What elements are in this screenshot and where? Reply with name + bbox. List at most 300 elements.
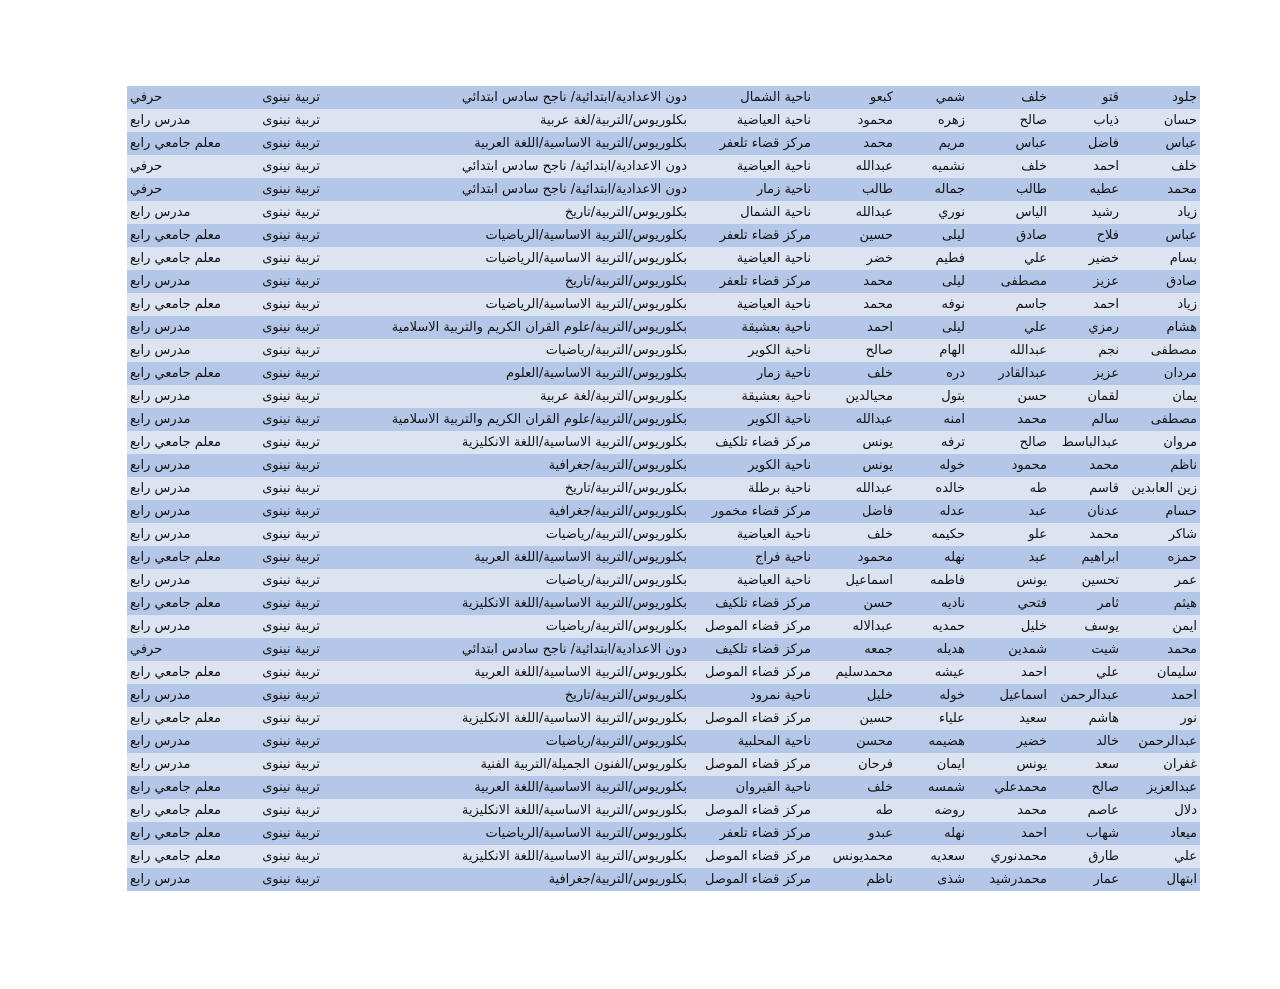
mother-name-cell: عدله	[896, 500, 968, 523]
first-name-cell: صادق	[1122, 270, 1200, 293]
qualification-cell: بكلوريوس/التربية الاساسية/اللغة الانكليزية	[323, 431, 690, 454]
location-cell: مركز قضاء الموصل	[690, 707, 814, 730]
grandfather-name-cell: محمد	[968, 799, 1050, 822]
grandfather-name-cell: الياس	[968, 201, 1050, 224]
qualification-cell: بكلوريوس/التربية الاساسية/اللغة الانكليزية	[323, 845, 690, 868]
table-row	[127, 201, 1200, 224]
table-row	[127, 132, 1200, 155]
mother-name-cell: جماله	[896, 178, 968, 201]
directorate-cell: تربية نينوى	[253, 730, 323, 753]
grandfather-name-cell: محمدنوري	[968, 845, 1050, 868]
qualification-cell: بكلوريوس/التربية/علوم القران الكريم والتربية الاسلامية	[323, 316, 690, 339]
first-name-cell: هشام	[1122, 316, 1200, 339]
directorate-cell: تربية نينوى	[253, 684, 323, 707]
table-row	[127, 799, 1200, 822]
first-name-cell: زين العابدين	[1122, 477, 1200, 500]
job-title-cell: حرفي	[127, 155, 253, 178]
job-title-cell: مدرس رابع	[127, 201, 253, 224]
mother-name-cell: شمسه	[896, 776, 968, 799]
table-row	[127, 822, 1200, 845]
first-name-cell: حسام	[1122, 500, 1200, 523]
first-name-cell: مصطفى	[1122, 339, 1200, 362]
first-name-cell: زياد	[1122, 201, 1200, 224]
mother-name-cell: عيشه	[896, 661, 968, 684]
location-cell: ناحية المحلبية	[690, 730, 814, 753]
table-row	[127, 707, 1200, 730]
table-row	[127, 293, 1200, 316]
location-cell: ناحية العياضية	[690, 155, 814, 178]
qualification-cell: بكلوريوس/التربية/تاريخ	[323, 201, 690, 224]
mother-father-name-cell: عبدالله	[814, 408, 896, 431]
directorate-cell: تربية نينوى	[253, 661, 323, 684]
father-name-cell: عمار	[1050, 868, 1122, 891]
table-row	[127, 178, 1200, 201]
mother-father-name-cell: ناظم	[814, 868, 896, 891]
job-title-cell: مدرس رابع	[127, 730, 253, 753]
grandfather-name-cell: يونس	[968, 753, 1050, 776]
directorate-cell: تربية نينوى	[253, 316, 323, 339]
mother-father-name-cell: خلف	[814, 523, 896, 546]
grandfather-name-cell: عبد	[968, 546, 1050, 569]
grandfather-name-cell: محمدرشيد	[968, 868, 1050, 891]
job-title-cell: معلم جامعي رابع	[127, 293, 253, 316]
mother-name-cell: سعديه	[896, 845, 968, 868]
mother-father-name-cell: حسين	[814, 224, 896, 247]
grandfather-name-cell: طالب	[968, 178, 1050, 201]
mother-father-name-cell: خلف	[814, 776, 896, 799]
mother-father-name-cell: عبدالله	[814, 201, 896, 224]
qualification-cell: بكلوريوس/التربية/تاريخ	[323, 270, 690, 293]
location-cell: ناحية العياضية	[690, 293, 814, 316]
table-row	[127, 730, 1200, 753]
mother-name-cell: خوله	[896, 684, 968, 707]
mother-father-name-cell: خضر	[814, 247, 896, 270]
mother-name-cell: نوفه	[896, 293, 968, 316]
grandfather-name-cell: فتحي	[968, 592, 1050, 615]
father-name-cell: عزيز	[1050, 270, 1122, 293]
first-name-cell: دلال	[1122, 799, 1200, 822]
first-name-cell: غفران	[1122, 753, 1200, 776]
mother-name-cell: نوري	[896, 201, 968, 224]
qualification-cell: بكلوريوس/التربية الاساسية/اللغة العربية	[323, 546, 690, 569]
job-title-cell: مدرس رابع	[127, 615, 253, 638]
mother-name-cell: حمديه	[896, 615, 968, 638]
job-title-cell: معلم جامعي رابع	[127, 362, 253, 385]
father-name-cell: رشيد	[1050, 201, 1122, 224]
job-title-cell: مدرس رابع	[127, 339, 253, 362]
grandfather-name-cell: صالح	[968, 431, 1050, 454]
mother-name-cell: خالده	[896, 477, 968, 500]
father-name-cell: خضير	[1050, 247, 1122, 270]
table-row	[127, 362, 1200, 385]
directorate-cell: تربية نينوى	[253, 178, 323, 201]
directorate-cell: تربية نينوى	[253, 431, 323, 454]
grandfather-name-cell: احمد	[968, 661, 1050, 684]
grandfather-name-cell: محمد	[968, 408, 1050, 431]
location-cell: ناحية بعشيقة	[690, 316, 814, 339]
directorate-cell: تربية نينوى	[253, 247, 323, 270]
father-name-cell: عاصم	[1050, 799, 1122, 822]
table-row	[127, 592, 1200, 615]
qualification-cell: بكلوريوس/التربية الاساسية/العلوم	[323, 362, 690, 385]
first-name-cell: زياد	[1122, 293, 1200, 316]
first-name-cell: احمد	[1122, 684, 1200, 707]
first-name-cell: عباس	[1122, 224, 1200, 247]
mother-name-cell: هضيمه	[896, 730, 968, 753]
father-name-cell: لقمان	[1050, 385, 1122, 408]
father-name-cell: يوسف	[1050, 615, 1122, 638]
directorate-cell: تربية نينوى	[253, 707, 323, 730]
first-name-cell: بسام	[1122, 247, 1200, 270]
mother-father-name-cell: محمد	[814, 293, 896, 316]
job-title-cell: مدرس رابع	[127, 109, 253, 132]
mother-father-name-cell: محيالدين	[814, 385, 896, 408]
mother-father-name-cell: عبدالله	[814, 477, 896, 500]
mother-father-name-cell: طه	[814, 799, 896, 822]
mother-father-name-cell: محمود	[814, 546, 896, 569]
mother-name-cell: دره	[896, 362, 968, 385]
father-name-cell: فاضل	[1050, 132, 1122, 155]
qualification-cell: بكلوريوس/التربية الاساسية/اللغة العربية	[323, 661, 690, 684]
mother-father-name-cell: صالح	[814, 339, 896, 362]
mother-father-name-cell: محمود	[814, 109, 896, 132]
grandfather-name-cell: خلف	[968, 86, 1050, 109]
table-row	[127, 638, 1200, 661]
job-title-cell: حرفي	[127, 178, 253, 201]
first-name-cell: حمزه	[1122, 546, 1200, 569]
mother-father-name-cell: خلف	[814, 362, 896, 385]
first-name-cell: مروان	[1122, 431, 1200, 454]
first-name-cell: جلود	[1122, 86, 1200, 109]
mother-father-name-cell: طالب	[814, 178, 896, 201]
directorate-cell: تربية نينوى	[253, 753, 323, 776]
first-name-cell: سليمان	[1122, 661, 1200, 684]
job-title-cell: معلم جامعي رابع	[127, 546, 253, 569]
mother-name-cell: نشميه	[896, 155, 968, 178]
job-title-cell: معلم جامعي رابع	[127, 592, 253, 615]
father-name-cell: ابراهيم	[1050, 546, 1122, 569]
grandfather-name-cell: طه	[968, 477, 1050, 500]
mother-name-cell: ليلى	[896, 270, 968, 293]
table-row	[127, 776, 1200, 799]
table-body	[127, 86, 1200, 891]
job-title-cell: مدرس رابع	[127, 477, 253, 500]
grandfather-name-cell: احمد	[968, 822, 1050, 845]
grandfather-name-cell: علي	[968, 316, 1050, 339]
qualification-cell: بكلوريوس/التربية/رياضيات	[323, 339, 690, 362]
location-cell: مركز قضاء الموصل	[690, 799, 814, 822]
job-title-cell: مدرس رابع	[127, 684, 253, 707]
directorate-cell: تربية نينوى	[253, 86, 323, 109]
grandfather-name-cell: شمدين	[968, 638, 1050, 661]
grandfather-name-cell: علي	[968, 247, 1050, 270]
table-row	[127, 845, 1200, 868]
grandfather-name-cell: صالح	[968, 109, 1050, 132]
location-cell: ناحية زمار	[690, 362, 814, 385]
father-name-cell: نجم	[1050, 339, 1122, 362]
table-row	[127, 868, 1200, 891]
table-row	[127, 615, 1200, 638]
qualification-cell: بكلوريوس/التربية الاساسية/اللغة الانكليزية	[323, 799, 690, 822]
table-row	[127, 454, 1200, 477]
job-title-cell: معلم جامعي رابع	[127, 661, 253, 684]
first-name-cell: يمان	[1122, 385, 1200, 408]
father-name-cell: فلاح	[1050, 224, 1122, 247]
location-cell: مركز قضاء تلعفر	[690, 132, 814, 155]
table-row	[127, 431, 1200, 454]
mother-name-cell: فاطمه	[896, 569, 968, 592]
first-name-cell: شاكر	[1122, 523, 1200, 546]
location-cell: مركز قضاء الموصل	[690, 845, 814, 868]
table-row	[127, 500, 1200, 523]
directorate-cell: تربية نينوى	[253, 638, 323, 661]
mother-father-name-cell: احمد	[814, 316, 896, 339]
location-cell: مركز قضاء تلعفر	[690, 224, 814, 247]
mother-name-cell: ترفه	[896, 431, 968, 454]
grandfather-name-cell: عبدالقادر	[968, 362, 1050, 385]
father-name-cell: خالد	[1050, 730, 1122, 753]
job-title-cell: مدرس رابع	[127, 316, 253, 339]
directorate-cell: تربية نينوى	[253, 270, 323, 293]
job-title-cell: حرفي	[127, 638, 253, 661]
father-name-cell: عبدالباسط	[1050, 431, 1122, 454]
first-name-cell: علي	[1122, 845, 1200, 868]
job-title-cell: معلم جامعي رابع	[127, 132, 253, 155]
mother-father-name-cell: محمد	[814, 270, 896, 293]
mother-name-cell: مريم	[896, 132, 968, 155]
location-cell: مركز قضاء الموصل	[690, 868, 814, 891]
mother-father-name-cell: حسين	[814, 707, 896, 730]
directorate-cell: تربية نينوى	[253, 500, 323, 523]
father-name-cell: احمد	[1050, 155, 1122, 178]
job-title-cell: معلم جامعي رابع	[127, 776, 253, 799]
directorate-cell: تربية نينوى	[253, 293, 323, 316]
qualification-cell: بكلوريوس/التربية الاساسية/اللغة الانكليزية	[323, 707, 690, 730]
directorate-cell: تربية نينوى	[253, 845, 323, 868]
job-title-cell: معلم جامعي رابع	[127, 799, 253, 822]
location-cell: ناحية القيروان	[690, 776, 814, 799]
table-row	[127, 753, 1200, 776]
mother-father-name-cell: عبدو	[814, 822, 896, 845]
job-title-cell: معلم جامعي رابع	[127, 707, 253, 730]
location-cell: ناحية الكوير	[690, 339, 814, 362]
mother-name-cell: ايمان	[896, 753, 968, 776]
qualification-cell: دون الاعدادية/ابتدائية/ ناجح سادس ابتدائي	[323, 638, 690, 661]
directorate-cell: تربية نينوى	[253, 224, 323, 247]
first-name-cell: عباس	[1122, 132, 1200, 155]
mother-father-name-cell: عبدالله	[814, 155, 896, 178]
mother-name-cell: فطيم	[896, 247, 968, 270]
table-row	[127, 684, 1200, 707]
mother-father-name-cell: محمدسليم	[814, 661, 896, 684]
grandfather-name-cell: عباس	[968, 132, 1050, 155]
father-name-cell: احمد	[1050, 293, 1122, 316]
job-title-cell: مدرس رابع	[127, 385, 253, 408]
mother-name-cell: بتول	[896, 385, 968, 408]
qualification-cell: دون الاعدادية/ابتدائية/ ناجح سادس ابتدائي	[323, 178, 690, 201]
job-title-cell: معلم جامعي رابع	[127, 247, 253, 270]
job-title-cell: معلم جامعي رابع	[127, 822, 253, 845]
qualification-cell: بكلوريوس/التربية/جغرافية	[323, 500, 690, 523]
first-name-cell: ابتهال	[1122, 868, 1200, 891]
qualification-cell: بكلوريوس/الفنون الجميلة/التربية الفنية	[323, 753, 690, 776]
job-title-cell: معلم جامعي رابع	[127, 224, 253, 247]
first-name-cell: عمر	[1122, 569, 1200, 592]
father-name-cell: عطيه	[1050, 178, 1122, 201]
first-name-cell: عبدالعزيز	[1122, 776, 1200, 799]
directorate-cell: تربية نينوى	[253, 201, 323, 224]
mother-name-cell: امنه	[896, 408, 968, 431]
father-name-cell: عزيز	[1050, 362, 1122, 385]
mother-father-name-cell: عبدالاله	[814, 615, 896, 638]
directorate-cell: تربية نينوى	[253, 615, 323, 638]
job-title-cell: مدرس رابع	[127, 408, 253, 431]
qualification-cell: بكلوريوس/التربية الاساسية/الرياضيات	[323, 822, 690, 845]
mother-father-name-cell: جمعه	[814, 638, 896, 661]
qualification-cell: بكلوريوس/التربية الاساسية/الرياضيات	[323, 224, 690, 247]
location-cell: مركز قضاء تلعفر	[690, 822, 814, 845]
mother-name-cell: الهام	[896, 339, 968, 362]
table-row	[127, 155, 1200, 178]
qualification-cell: بكلوريوس/التربية الاساسية/اللغة العربية	[323, 132, 690, 155]
directorate-cell: تربية نينوى	[253, 362, 323, 385]
location-cell: ناحية نمرود	[690, 684, 814, 707]
location-cell: ناحية العياضية	[690, 523, 814, 546]
mother-father-name-cell: يونس	[814, 454, 896, 477]
table-row	[127, 477, 1200, 500]
job-title-cell: مدرس رابع	[127, 454, 253, 477]
directorate-cell: تربية نينوى	[253, 477, 323, 500]
job-title-cell: معلم جامعي رابع	[127, 845, 253, 868]
employee-table	[127, 86, 1200, 891]
location-cell: ناحية فراج	[690, 546, 814, 569]
grandfather-name-cell: خليل	[968, 615, 1050, 638]
qualification-cell: بكلوريوس/التربية/رياضيات	[323, 730, 690, 753]
location-cell: ناحية الكوير	[690, 408, 814, 431]
qualification-cell: بكلوريوس/التربية/رياضيات	[323, 569, 690, 592]
mother-name-cell: نهله	[896, 546, 968, 569]
directorate-cell: تربية نينوى	[253, 868, 323, 891]
father-name-cell: سالم	[1050, 408, 1122, 431]
table-row	[127, 316, 1200, 339]
table-row	[127, 109, 1200, 132]
first-name-cell: نور	[1122, 707, 1200, 730]
mother-father-name-cell: كبعو	[814, 86, 896, 109]
location-cell: مركز قضاء تلكيف	[690, 638, 814, 661]
first-name-cell: محمد	[1122, 638, 1200, 661]
mother-name-cell: ليلى	[896, 224, 968, 247]
location-cell: ناحية بعشيقة	[690, 385, 814, 408]
table-row	[127, 224, 1200, 247]
directorate-cell: تربية نينوى	[253, 109, 323, 132]
qualification-cell: بكلوريوس/التربية الاساسية/الرياضيات	[323, 247, 690, 270]
mother-name-cell: هديله	[896, 638, 968, 661]
mother-name-cell: شمي	[896, 86, 968, 109]
location-cell: ناحية العياضية	[690, 109, 814, 132]
mother-name-cell: علياء	[896, 707, 968, 730]
grandfather-name-cell: جاسم	[968, 293, 1050, 316]
location-cell: ناحية برطلة	[690, 477, 814, 500]
father-name-cell: علي	[1050, 661, 1122, 684]
father-name-cell: محمد	[1050, 454, 1122, 477]
father-name-cell: محمد	[1050, 523, 1122, 546]
father-name-cell: تحسين	[1050, 569, 1122, 592]
first-name-cell: ميعاد	[1122, 822, 1200, 845]
table-row	[127, 339, 1200, 362]
mother-name-cell: ليلى	[896, 316, 968, 339]
job-title-cell: مدرس رابع	[127, 500, 253, 523]
directorate-cell: تربية نينوى	[253, 822, 323, 845]
directorate-cell: تربية نينوى	[253, 155, 323, 178]
first-name-cell: ناظم	[1122, 454, 1200, 477]
mother-name-cell: حكيمه	[896, 523, 968, 546]
location-cell: ناحية الكوير	[690, 454, 814, 477]
location-cell: مركز قضاء تلعفر	[690, 270, 814, 293]
job-title-cell: مدرس رابع	[127, 270, 253, 293]
location-cell: ناحية العياضية	[690, 247, 814, 270]
mother-father-name-cell: اسماعيل	[814, 569, 896, 592]
mother-name-cell: روضه	[896, 799, 968, 822]
father-name-cell: رمزي	[1050, 316, 1122, 339]
grandfather-name-cell: يونس	[968, 569, 1050, 592]
qualification-cell: بكلوريوس/التربية/لغة عربية	[323, 109, 690, 132]
first-name-cell: مصطفى	[1122, 408, 1200, 431]
location-cell: مركز قضاء تلكيف	[690, 592, 814, 615]
directorate-cell: تربية نينوى	[253, 523, 323, 546]
job-title-cell: مدرس رابع	[127, 868, 253, 891]
directorate-cell: تربية نينوى	[253, 776, 323, 799]
table-row	[127, 86, 1200, 109]
qualification-cell: بكلوريوس/التربية/تاريخ	[323, 477, 690, 500]
job-title-cell: مدرس رابع	[127, 753, 253, 776]
mother-father-name-cell: محسن	[814, 730, 896, 753]
grandfather-name-cell: محمدعلي	[968, 776, 1050, 799]
mother-name-cell: نهله	[896, 822, 968, 845]
table-row	[127, 385, 1200, 408]
qualification-cell: دون الاعدادية/ابتدائية/ ناجح سادس ابتدائي	[323, 155, 690, 178]
father-name-cell: شهاب	[1050, 822, 1122, 845]
directorate-cell: تربية نينوى	[253, 132, 323, 155]
mother-name-cell: شذى	[896, 868, 968, 891]
father-name-cell: هاشم	[1050, 707, 1122, 730]
location-cell: ناحية الشمال	[690, 201, 814, 224]
father-name-cell: قتو	[1050, 86, 1122, 109]
mother-father-name-cell: فرحان	[814, 753, 896, 776]
mother-father-name-cell: محمد	[814, 132, 896, 155]
directorate-cell: تربية نينوى	[253, 546, 323, 569]
first-name-cell: خلف	[1122, 155, 1200, 178]
first-name-cell: مردان	[1122, 362, 1200, 385]
grandfather-name-cell: عبدالله	[968, 339, 1050, 362]
mother-name-cell: زهره	[896, 109, 968, 132]
location-cell: ناحية الشمال	[690, 86, 814, 109]
qualification-cell: دون الاعدادية/ابتدائية/ ناجح سادس ابتدائي	[323, 86, 690, 109]
father-name-cell: ذياب	[1050, 109, 1122, 132]
location-cell: مركز قضاء الموصل	[690, 753, 814, 776]
mother-father-name-cell: يونس	[814, 431, 896, 454]
mother-name-cell: خوله	[896, 454, 968, 477]
father-name-cell: صالح	[1050, 776, 1122, 799]
job-title-cell: حرفي	[127, 86, 253, 109]
grandfather-name-cell: محمود	[968, 454, 1050, 477]
job-title-cell: معلم جامعي رابع	[127, 431, 253, 454]
first-name-cell: ايمن	[1122, 615, 1200, 638]
location-cell: مركز قضاء الموصل	[690, 661, 814, 684]
location-cell: ناحية العياضية	[690, 569, 814, 592]
location-cell: مركز قضاء مخمور	[690, 500, 814, 523]
directorate-cell: تربية نينوى	[253, 454, 323, 477]
father-name-cell: عدنان	[1050, 500, 1122, 523]
